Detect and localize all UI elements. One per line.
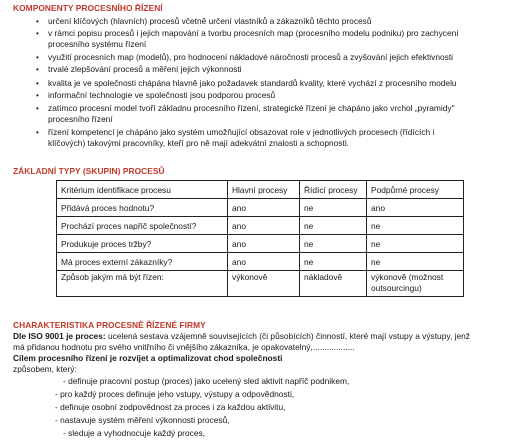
table-cell: výkonově (možnost outsourcingu): [367, 271, 464, 297]
section-heading-process-types: ZÁKLADNÍ TYPY (SKUPIN) PROCESŮ: [13, 166, 165, 176]
table-cell: nákladově: [300, 271, 367, 297]
bullet-icon: •: [36, 17, 39, 26]
table-cell: ne: [300, 199, 367, 217]
list-item: - pro každý proces definuje jeho vstupy, výstupy a odpovědnosti,: [55, 389, 295, 399]
bullet-icon: •: [36, 79, 39, 88]
process-types-table: [56, 180, 464, 297]
bullet-icon: •: [36, 53, 39, 62]
table-cell: ne: [367, 235, 464, 253]
bullet-icon: •: [36, 104, 39, 113]
table-header-cell: Podpůrné procesy: [367, 181, 464, 199]
table-cell: ne: [300, 253, 367, 271]
list-item-text: informační technologie ve společnosti jsou podporou procesů: [48, 90, 276, 100]
table-cell: ne: [367, 253, 464, 271]
list-item-text: kvalita je ve společnosti chápána hlavně jako požadavek standardů kvality, které vychází z procesního modelu: [48, 78, 457, 88]
table-cell: Způsob jakým má být řízen:: [57, 271, 228, 297]
table-row: [57, 235, 464, 253]
table-cell: Prochází proces napříč společností?: [57, 217, 228, 235]
list-item-text-continued: klíčových) takovými pracovníky, kteří pro ně mají adekvátní znalosti a schopnosti.: [48, 138, 350, 148]
bullet-icon: •: [36, 65, 39, 74]
table-header-cell: Řídící procesy: [300, 181, 367, 199]
list-item-text: řízení kompetencí je chápáno jako systém umožňující obsazovat role v jednotlivých procesech (řídících i: [48, 127, 435, 137]
table-header-row: [57, 181, 464, 199]
table-row: [57, 199, 464, 217]
table-row: [57, 271, 464, 297]
goal-statement: Cílem procesního řízení je rozvíjet a optimalizovat chod společnosti: [13, 353, 283, 363]
table-header-cell: Kritérium identifikace procesu: [57, 181, 228, 199]
way-intro: způsobem, který:: [13, 364, 77, 374]
iso-definition-text: ucelená sestava vzájemně souvisejících (či působících) činností, které mají vstupy a výstupy, jenž: [105, 331, 470, 341]
table-row: [57, 253, 464, 271]
table-cell: ano: [367, 199, 464, 217]
list-item-text: zatímco procesní model tvoří základnu procesního řízení, strategické řízení je chápáno jako vrchol „pyramidy": [48, 103, 455, 113]
table-header-cell: Hlavní procesy: [228, 181, 300, 199]
iso-definition-line: [13, 331, 470, 341]
list-item-text: využití procesních map (modelů), pro hodnocení nákladové náročnosti procesů a zvyšování jejich efektivnosti: [48, 52, 454, 62]
table-cell: Produkuje proces tržby?: [57, 235, 228, 253]
bullet-icon: •: [36, 91, 39, 100]
list-item-text: určení klíčových (hlavních) procesů včetně určení vlastníků a zákazníků těchto procesů: [48, 16, 372, 26]
table-cell: ano: [228, 235, 300, 253]
table-cell: ne: [300, 217, 367, 235]
table-cell: ano: [228, 199, 300, 217]
section-heading-components: KOMPONENTY PROCESNÍHO ŘÍZENÍ: [13, 3, 163, 13]
table-cell: Přidává proces hodnotu?: [57, 199, 228, 217]
iso-definition-label: Dle ISO 9001 je proces:: [13, 331, 106, 341]
table-cell: výkonově: [228, 271, 300, 297]
list-item-text: v rámci popisu procesů i jejich mapování a tvorbu procesních map (procesního modelu podniku) pro zachycení: [48, 28, 459, 38]
list-item: - definuje pracovní postup (proces) jako ucelený sled aktivit napříč podnikem,: [63, 376, 350, 386]
section-heading-characteristics: CHARAKTERISTIKA PROCESNĚ ŘÍZENÉ FIRMY: [13, 320, 206, 330]
bullet-icon: •: [36, 128, 39, 137]
bullet-icon: •: [36, 29, 39, 38]
table-cell: ano: [228, 253, 300, 271]
list-item: - nastavuje systém měření výkonnosti procesů,: [55, 415, 230, 425]
table-cell: ano: [228, 217, 300, 235]
table-cell: ne: [300, 235, 367, 253]
list-item-text-continued: procesního systému řízení: [48, 39, 147, 49]
list-item: - definuje osobní zodpovědnost za proces i za každou aktivitu,: [55, 402, 286, 412]
list-item-text: trvalé zlepšování procesů a měření jejich výkonnosti: [48, 64, 242, 74]
table-cell: ne: [367, 217, 464, 235]
iso-definition-continued: má přidanou hodnotu pro svého vnitřního či vnějšího zákazníka, je opakovatelný,..................: [13, 342, 355, 352]
list-item-text-continued: procesního řízení: [48, 114, 113, 124]
table-row: [57, 217, 464, 235]
list-item: - sleduje a vyhodnocuje každý proces,: [63, 428, 205, 438]
table-cell: Má proces externí zákazníky?: [57, 253, 228, 271]
